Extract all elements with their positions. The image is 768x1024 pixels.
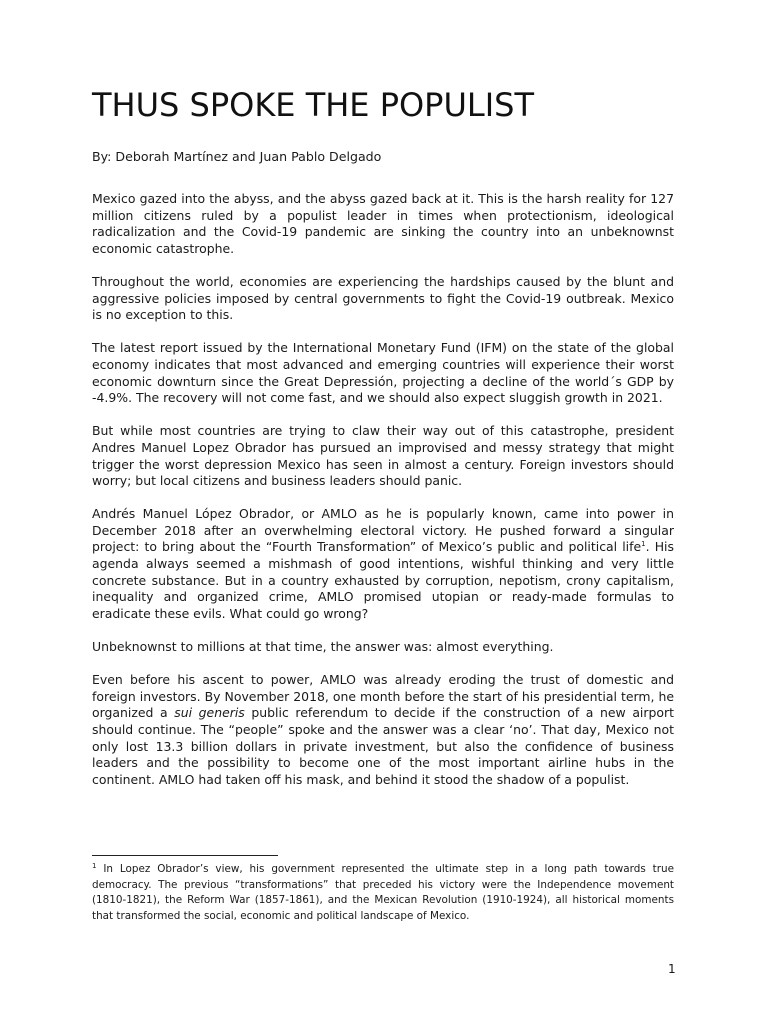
footnote	[92, 862, 674, 924]
paragraph-5	[92, 506, 674, 622]
paragraph-1: Mexico gazed into the abyss, and the abyss gazed back at it. This is the harsh reality for 127 million citizens ruled by a populist leader in times when protectionism, ideological radicalization and the Covid-19 pandemic are sinking the country into an unbeknownst economic catastrophe.	[92, 191, 674, 256]
footnote-reference[interactable]: 1	[641, 540, 646, 549]
paragraph-5-text-b: . His agenda always seemed a mishmash of good intentions, wishful thinking and very little concrete substance. But in a country exhausted by corruption, nepotism, crony capitalism, inequality and organized crime, AMLO promised utopian or ready-made formulas to eradicate these evils. What could go wrong?	[92, 539, 674, 621]
byline: By: Deborah Martínez and Juan Pablo Delgado	[92, 149, 382, 164]
footnote-text: In Lopez Obrador’s view, his government represented the ultimate step in a long path towards true democracy. The previous “transformations” that preceded his victory were the Independence movement (1810-1821), the Reform War (1857-1861), and the Mexican Revolution (1910-1924), all historical moments that transformed the social, economic and political landscape of Mexico.	[92, 863, 674, 922]
paragraph-3: The latest report issued by the International Monetary Fund (IFM) on the state of the global economy indicates that most advanced and emerging countries will experience their worst economic downturn since the Great Depressión, projecting a decline of the world´s GDP by -4.9%. The recovery will not come fast, and we should also expect sluggish growth in 2021.	[92, 340, 674, 406]
footnote-divider	[92, 855, 278, 856]
paragraph-7-text-b: public referendum to decide if the construction of a new airport should continue. The “people” spoke and the answer was a clear ‘no’. That day, Mexico not only lost 13.3 billion dollars in private investment, but also the confidence of business leaders and the possibility to become one of the most important airline hubs in the continent. AMLO had taken off his mask, and behind it stood the shadow of a populist.	[92, 705, 674, 787]
footnote-marker: 1	[92, 862, 97, 870]
paragraph-2: Throughout the world, economies are experiencing the hardships caused by the blunt and aggressive policies imposed by central governments to fight the Covid-19 outbreak. Mexico is no exception to this.	[92, 273, 674, 323]
paragraph-7	[92, 672, 674, 788]
paragraph-7-text-a: Even before his ascent to power, AMLO was already eroding the trust of domestic and foreign investors. By November 2018, one month before the start of his presidential term, he organized a	[92, 672, 674, 721]
article-body	[92, 191, 674, 805]
page-title: THUS SPOKE THE POPULIST	[92, 86, 535, 124]
paragraph-5-text-a: Andrés Manuel López Obrador, or AMLO as he is popularly known, came into power in December 2018 after an overwhelming electoral victory. He pushed forward a singular project: to bring about the “Fourth Transformation” of Mexico’s public and political life	[92, 506, 674, 555]
paragraph-6: Unbeknownst to millions at that time, the answer was: almost everything.	[92, 639, 554, 655]
paragraph-4: But while most countries are trying to claw their way out of this catastrophe, president Andres Manuel Lopez Obrador has pursued an improvised and messy strategy that might trigger the worst depression Mexico has seen in almost a century. Foreign investors should worry; but local citizens and business leaders should panic.	[92, 423, 674, 489]
page-number: 1	[668, 962, 676, 976]
paragraph-7-italic: sui generis	[174, 705, 245, 721]
